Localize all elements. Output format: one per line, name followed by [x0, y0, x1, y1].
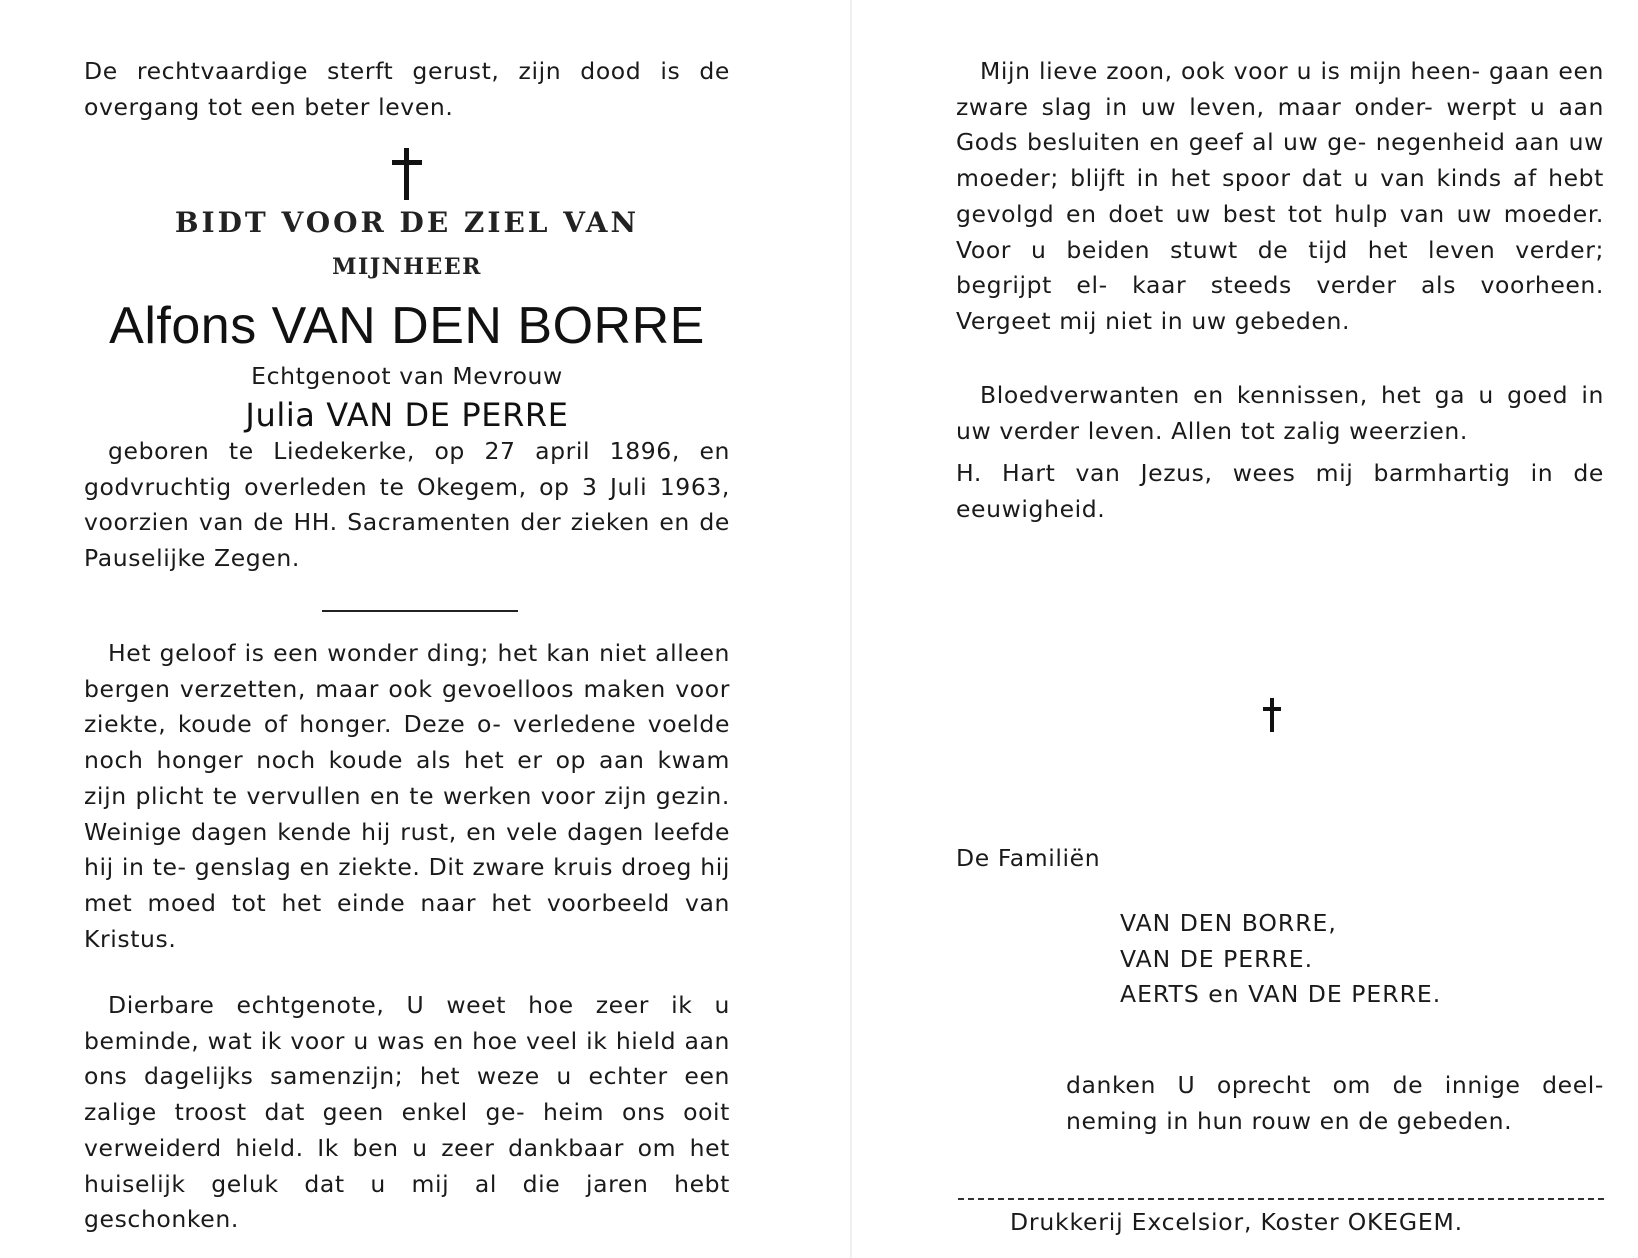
title-mijnheer: MIJNHEER	[332, 254, 482, 280]
page-fold	[850, 0, 852, 1258]
family-name: AERTS en VAN DE PERRE.	[1120, 980, 1442, 1009]
family-name: VAN DE PERRE.	[1120, 944, 1314, 973]
prayer-heading: BIDT VOOR DE ZIEL VAN	[174, 206, 640, 239]
thanks-text: danken U oprecht om de innige deel- neming in hun rouw en de gebeden.	[1066, 1071, 1604, 1135]
cross-icon	[389, 148, 425, 200]
divider-rule	[322, 610, 518, 612]
spouse-name: Julia VAN DE PERRE	[245, 396, 569, 434]
small-cross-icon	[1262, 698, 1282, 732]
families-label: De Familiën	[956, 844, 1101, 872]
left-paragraph-1: Het geloof is een wonder ding; het kan niet alleen bergen verzetten, maar ook gevoelloos maken voor ziekte, koude of honger. Deze o- verledene voelde noch honger noch koude als het er op aan kwam zijn plicht te vervullen en te werken voor zijn gezin. Weinige dagen kende hij rust, en vele dagen leefde hij in te- genslag en ziekte. Dit zware kruis droeg hij met moed tot het einde naar het voorbeeld van Kristus.	[84, 639, 730, 953]
deceased-name: Alfons VAN DEN BORRE	[109, 297, 705, 355]
right-paragraph-2: Bloedverwanten en kennissen, het ga u goed in uw verder leven. Allen tot zalig weerzien.	[956, 381, 1604, 445]
family-name: VAN DEN BORRE,	[1120, 909, 1337, 937]
printer-credit: Drukkerij Excelsior, Koster OKEGEM.	[1010, 1208, 1463, 1236]
families-list	[1120, 906, 1441, 1013]
dashed-divider	[958, 1198, 1604, 1200]
left-paragraph-2: Dierbare echtgenote, U weet hoe zeer ik u beminde, wat ik voor u was en hoe veel ik hield aan ons dagelijks samenzijn; het weze u echter een zalige troost dat geen enkel ge- heim ons ooit verweiderd hield. Ik ben u zeer dankbaar om het huiselijk geluk dat u mij al die jaren hebt geschonken.	[84, 991, 730, 1234]
biography: geboren te Liedekerke, op 27 april 1896, en godvruchtig overleden te Okegem, op 3 Juli 1963, voorzien van de HH. Sacramenten der zieken en de Pauselijke Zegen.	[84, 437, 730, 573]
spouse-intro: Echtgenoot van Mevrouw	[251, 362, 563, 390]
right-paragraph-1: Mijn lieve zoon, ook voor u is mijn heen- gaan een zware slag in uw leven, maar onder- werpt u aan Gods besluiten en geef al uw ge- negenheid aan uw moeder; blijft in het spoor dat u van kinds af hebt gevolgd en doet uw best tot hulp van uw moeder. Voor u beiden stuwt de tijd het leven verder; begrijpt el- kaar steeds verder als voorheen. Vergeet mij niet in uw gebeden.	[956, 57, 1604, 335]
epigraph: De rechtvaardige sterft gerust, zijn dood is de overgang tot een beter leven.	[84, 57, 730, 121]
right-paragraph-3: H. Hart van Jezus, wees mij barmhartig in de eeuwigheid.	[956, 459, 1604, 523]
